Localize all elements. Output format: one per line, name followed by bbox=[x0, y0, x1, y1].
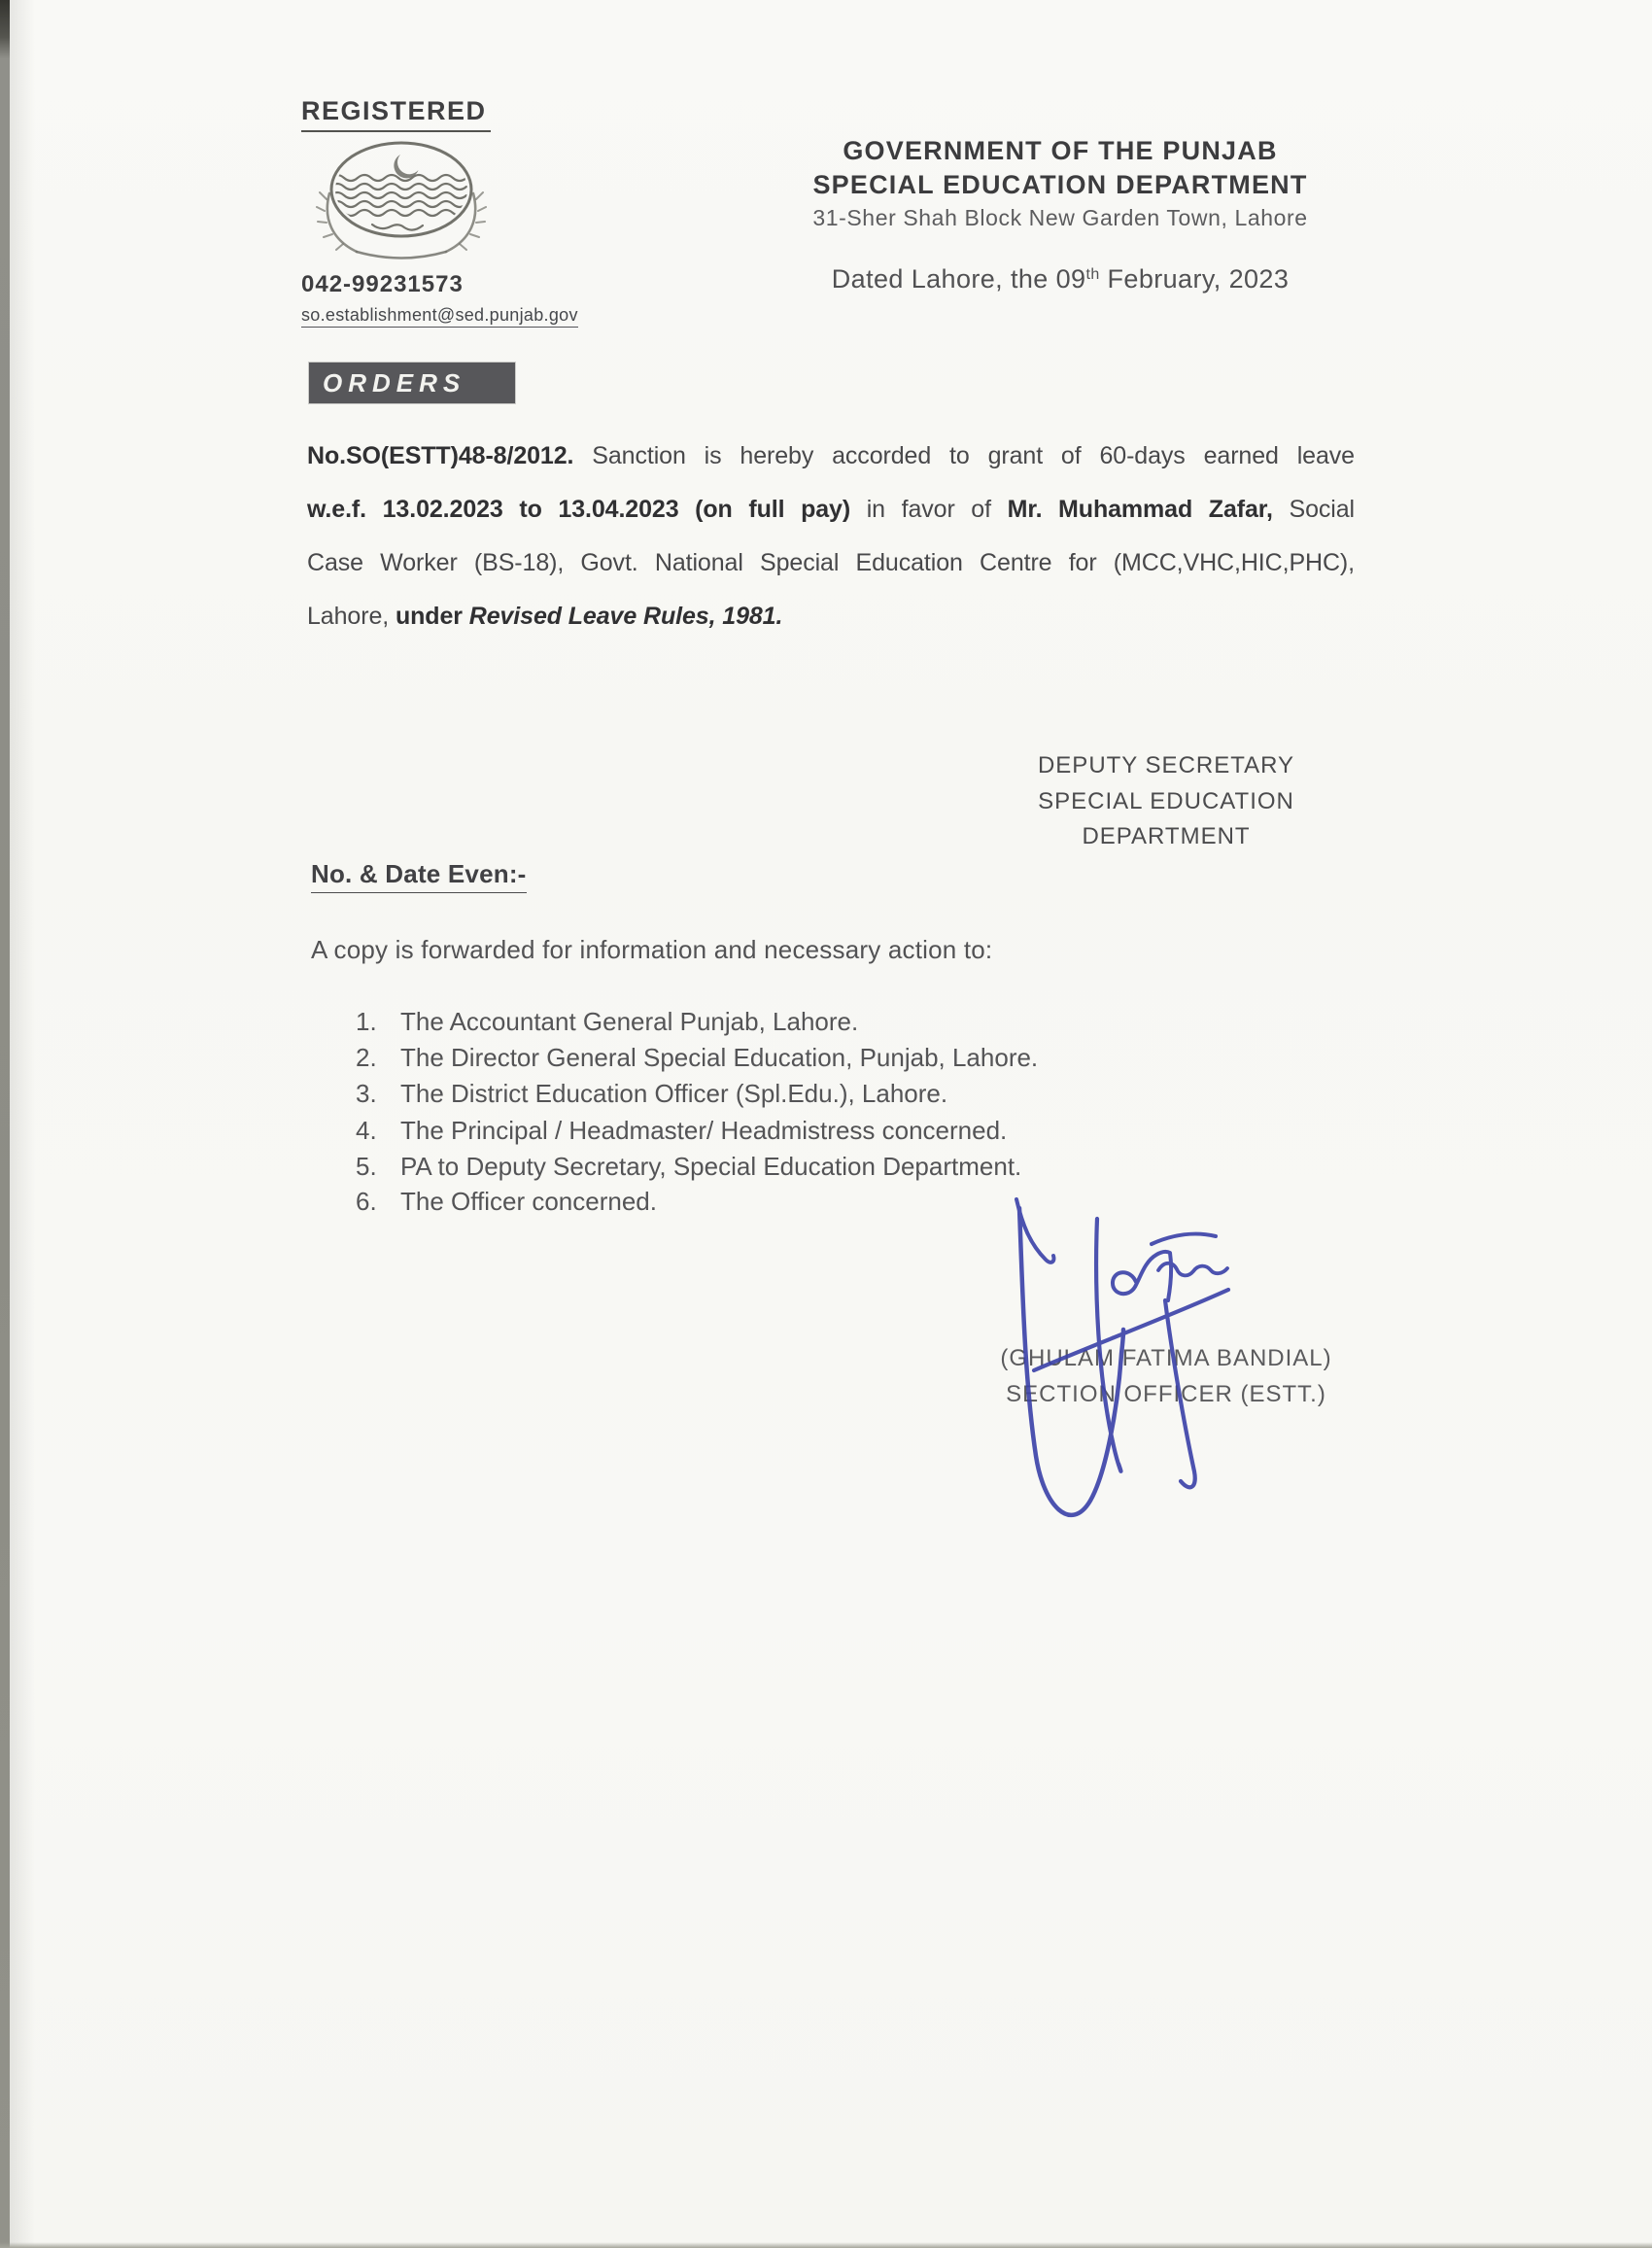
order-text: Sanction is hereby accorded to grant of 60-days earned leave bbox=[573, 442, 1355, 469]
recipient-text: The Director General Special Education, Punjab, Lahore. bbox=[400, 1043, 1039, 1072]
number-and-date-label: No. & Date Even:- bbox=[311, 859, 527, 893]
order-text: Case Worker (BS-18), Govt. National Special Education Centre for (MCC,VHC,HIC,PHC), bbox=[307, 549, 1355, 576]
sender-phone: 042-99231573 bbox=[301, 271, 464, 297]
government-title: GOVERNMENT OF THE PUNJAB bbox=[843, 136, 1278, 165]
date-line bbox=[787, 264, 1333, 294]
leave-period: w.e.f. 13.02.2023 to 13.04.2023 (on full pay) bbox=[307, 496, 851, 523]
scanner-edge-artifact bbox=[0, 0, 10, 2248]
handwritten-signature-icon bbox=[974, 1155, 1265, 1543]
registered-label: REGISTERED bbox=[301, 96, 491, 132]
sender-email: so.establishment@sed.punjab.gov bbox=[301, 305, 578, 328]
date-prefix: Dated Lahore, the 09 bbox=[831, 264, 1086, 294]
signatory-title: SECTION OFFICER (ESTT.) bbox=[1006, 1381, 1326, 1407]
punjab-government-crest-icon bbox=[313, 137, 490, 267]
signatory-name: (GHULAM FATIMA BANDIAL) bbox=[1000, 1345, 1332, 1371]
date-suffix: February, 2023 bbox=[1099, 264, 1290, 294]
order-paragraph-line1 bbox=[307, 439, 1355, 472]
order-paragraph-line3 bbox=[307, 546, 1355, 579]
recipient-number: 3. bbox=[356, 1079, 377, 1108]
recipient-number: 1. bbox=[356, 1007, 377, 1036]
recipient-number: 4. bbox=[356, 1116, 377, 1145]
order-paragraph-line2 bbox=[307, 493, 1355, 526]
order-paragraph-line4 bbox=[307, 600, 1355, 633]
signatory-line1: DEPUTY SECRETARY bbox=[1037, 752, 1295, 778]
signatory-line3: DEPARTMENT bbox=[1082, 823, 1251, 849]
recipient-text: The Officer concerned. bbox=[400, 1187, 657, 1216]
leave-rules-reference: Revised Leave Rules, 1981. bbox=[468, 603, 783, 630]
order-number: No.SO(ESTT)48-8/2012. bbox=[307, 442, 574, 469]
date-ordinal: th bbox=[1085, 266, 1100, 283]
recipient-text: The Accountant General Punjab, Lahore. bbox=[400, 1007, 859, 1036]
order-text-bold: under bbox=[395, 603, 469, 630]
signatory-line2: SPECIAL EDUCATION bbox=[1038, 787, 1294, 814]
order-text: in favor of bbox=[850, 496, 1008, 523]
recipient-text: The District Education Officer (Spl.Edu.), Lahore. bbox=[400, 1079, 948, 1108]
order-text: Social bbox=[1272, 496, 1356, 523]
department-title: SPECIAL EDUCATION DEPARTMENT bbox=[812, 170, 1308, 199]
signatory-designation-block bbox=[1028, 748, 1304, 855]
recipient-number: 5. bbox=[356, 1152, 377, 1181]
recipient-text: The Principal / Headmaster/ Headmistress concerned. bbox=[400, 1116, 1008, 1145]
department-letterhead bbox=[787, 134, 1333, 231]
department-address: 31-Sher Shah Block New Garden Town, Lahore bbox=[812, 205, 1308, 230]
order-text: Lahore, bbox=[307, 603, 396, 630]
recipient-number: 2. bbox=[356, 1043, 377, 1072]
scan-bottom-edge-artifact bbox=[0, 2242, 1652, 2248]
employee-name: Mr. Muhammad Zafar, bbox=[1007, 496, 1273, 523]
forwarding-line: A copy is forwarded for information and necessary action to: bbox=[311, 935, 993, 964]
recipient-number: 6. bbox=[356, 1187, 377, 1216]
recipient-text: PA to Deputy Secretary, Special Education Department. bbox=[400, 1152, 1022, 1181]
orders-heading: ORDERS bbox=[309, 363, 515, 403]
